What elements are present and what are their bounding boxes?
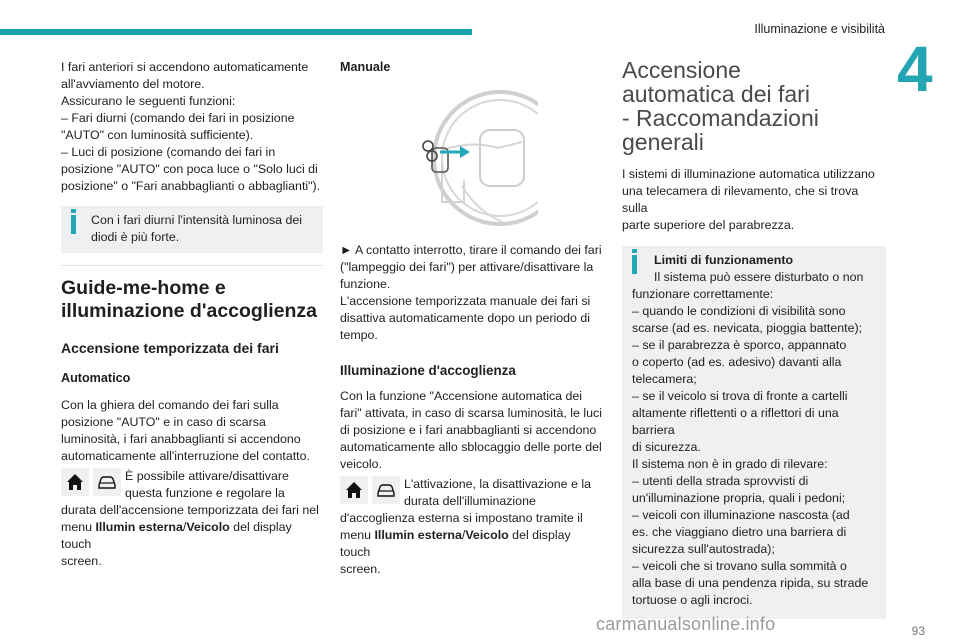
info-note (61, 206, 323, 253)
text-span: / (461, 528, 466, 542)
text-line: L'attivazione, la disattivazione e la (404, 477, 591, 491)
text-line: Con la ghiera del comando dei fari sulla (61, 398, 279, 412)
page-number: 93 (911, 624, 925, 638)
note-line: di sicurezza. (632, 440, 701, 454)
menu-name: Illumin esterna (374, 528, 462, 542)
text-span: del display touch (340, 528, 571, 559)
note-line: diodi è più forte. (91, 230, 180, 244)
text-span: menu (61, 520, 96, 534)
note-line: scarse (ad es. nevicata, pioggia battente); (632, 321, 863, 335)
text-line: fari" attivata, in caso di scarsa luminosità, le luci (340, 406, 602, 420)
note-line: alla base di una pendenza ripida, su strade (632, 576, 869, 590)
home-icon (340, 476, 368, 504)
note-line: tortuose o agli incroci. (632, 593, 753, 607)
text-line: automaticamente all'interruzione del contatto. (61, 449, 310, 463)
text-line: – Fari diurni (comando dei fari in posizione (61, 111, 295, 125)
text-line: disattiva automaticamente dopo un periodo di (340, 311, 591, 325)
text-line: ► A contatto interrotto, tirare il comando dei fari (340, 243, 602, 257)
title-line: generali (622, 129, 704, 155)
text-line: I fari anteriori si accendono automaticamente (61, 60, 309, 74)
text-line: all'avviamento del motore. (61, 77, 205, 91)
text-span: / (182, 520, 187, 534)
text-line: d'accoglienza esterna si impostano tramite il (340, 511, 583, 525)
info-icon-dot (632, 249, 637, 253)
welcome-text (340, 388, 604, 473)
icon-row (340, 476, 604, 510)
note-heading: Limiti di funzionamento (654, 253, 794, 267)
text-line: funzione. (340, 277, 391, 291)
text-line: L'accensione temporizzata manuale dei fari si (340, 294, 591, 308)
manual-text (340, 242, 604, 344)
welcome-heading: Illuminazione d'accoglienza (340, 363, 516, 378)
text-line: screen. (340, 562, 381, 576)
note-line: altamente riflettenti o a riflettori di una barriera (632, 406, 839, 437)
text-line: ("lampeggio dei fari") per attivare/disattivare la (340, 260, 594, 274)
text-line: I sistemi di illuminazione automatica utilizzano (622, 167, 875, 181)
auto-text (61, 397, 323, 465)
menu-name: Illumin esterna (95, 520, 183, 534)
column-1 (61, 59, 323, 570)
text-line: posizione" o "Fari anabbaglianti o abbaglianti"). (61, 179, 321, 193)
chapter-number: 4 (897, 33, 933, 105)
text-line: – Luci di posizione (comando dei fari in (61, 145, 276, 159)
text-line: durata dell'illuminazione (404, 494, 536, 508)
limits-note (622, 246, 886, 619)
text-line: durata dell'accensione temporizzata dei fari nel (61, 503, 319, 517)
text-span: del display touch (61, 520, 292, 551)
auto-heading: Automatico (61, 371, 131, 385)
section-title (622, 58, 886, 154)
intro-text (61, 59, 323, 195)
menu-sub: Veicolo (186, 520, 230, 534)
text-line: posizione "AUTO" con poca luce o "Solo luci di (61, 162, 318, 176)
note-line: – veicoli con illuminazione nascosta (ad (632, 508, 850, 522)
text-line: di posizione e i fari anabbaglianti si accendono (340, 423, 597, 437)
note-line: telecamera; (632, 372, 697, 386)
info-icon-dot (71, 209, 76, 213)
watermark: carmanualsonline.info (596, 614, 776, 634)
note-line: o coperto (ad es. adesivo) davanti alla (632, 355, 842, 369)
text-span: menu (340, 528, 375, 542)
note-line: sicurezza sull'autostrada); (632, 542, 775, 556)
info-icon (71, 215, 76, 234)
note-line: – se il veicolo si trova di fronte a cartelli (632, 389, 848, 403)
text-line: Assicurano le seguenti funzioni: (61, 94, 236, 108)
note-line: Il sistema può essere disturbato o non (654, 270, 864, 284)
info-icon (632, 255, 637, 274)
note-line: funzionare correttamente: (632, 287, 774, 301)
subsection-title: Accensione temporizzata dei fari (61, 340, 279, 356)
intro-text (622, 166, 886, 234)
text-line: parte superiore del parabrezza. (622, 218, 795, 232)
header-accent-bar (0, 29, 472, 35)
column-3 (622, 58, 886, 619)
running-title: Illuminazione e visibilità (754, 22, 885, 36)
note-line: – veicoli che si trovano sulla sommità o (632, 559, 847, 573)
title-line: - Raccomandazioni (622, 105, 819, 131)
column-2 (340, 59, 604, 578)
menu-line (340, 527, 604, 561)
text-line: veicolo. (340, 457, 383, 471)
menu-sub: Veicolo (465, 528, 509, 542)
text-line: È possibile attivare/disattivare (125, 469, 289, 483)
note-line: es. che viaggiano dietro una barriera di (632, 525, 847, 539)
steering-wheel-icon (402, 90, 538, 226)
car-icon (93, 468, 121, 496)
title-line: automatica dei fari (622, 81, 810, 107)
home-icon (61, 468, 89, 496)
title-line: Accensione (622, 57, 741, 83)
text-line: posizione "AUTO" e in caso di scarsa (61, 415, 266, 429)
text-line: "AUTO" con luminosità sufficiente). (61, 128, 254, 142)
text-line: Con la funzione "Accensione automatica dei (340, 389, 583, 403)
note-line: Con i fari diurni l'intensità luminosa dei (91, 213, 303, 227)
note-line: – quando le condizioni di visibilità sono (632, 304, 846, 318)
note-line: Il sistema non è in grado di rilevare: (632, 457, 828, 471)
note-line: – utenti della strada sprovvisti di (632, 474, 809, 488)
section-title (61, 277, 323, 323)
text-line: questa funzione e regolare la (125, 486, 285, 500)
note-line: un'illuminazione propria, quali i pedoni; (632, 491, 846, 505)
text-line: automaticamente allo sblocaggio delle porte del (340, 440, 602, 454)
section-title-line: illuminazione d'accoglienza (61, 300, 318, 322)
note-line: – se il parabrezza è sporco, appannato (632, 338, 847, 352)
manual-heading: Manuale (340, 60, 391, 74)
text-line: luminosità, i fari anabbaglianti si accendono (61, 432, 301, 446)
section-title-line: Guide-me-home e (61, 277, 226, 299)
text-line: una telecamera di rilevamento, che si trova sulla (622, 184, 859, 215)
car-icon (372, 476, 400, 504)
text-line: screen. (61, 554, 102, 568)
text-line: tempo. (340, 328, 378, 342)
steering-illustration (402, 90, 538, 226)
menu-line (61, 519, 323, 553)
icon-row (61, 468, 323, 502)
